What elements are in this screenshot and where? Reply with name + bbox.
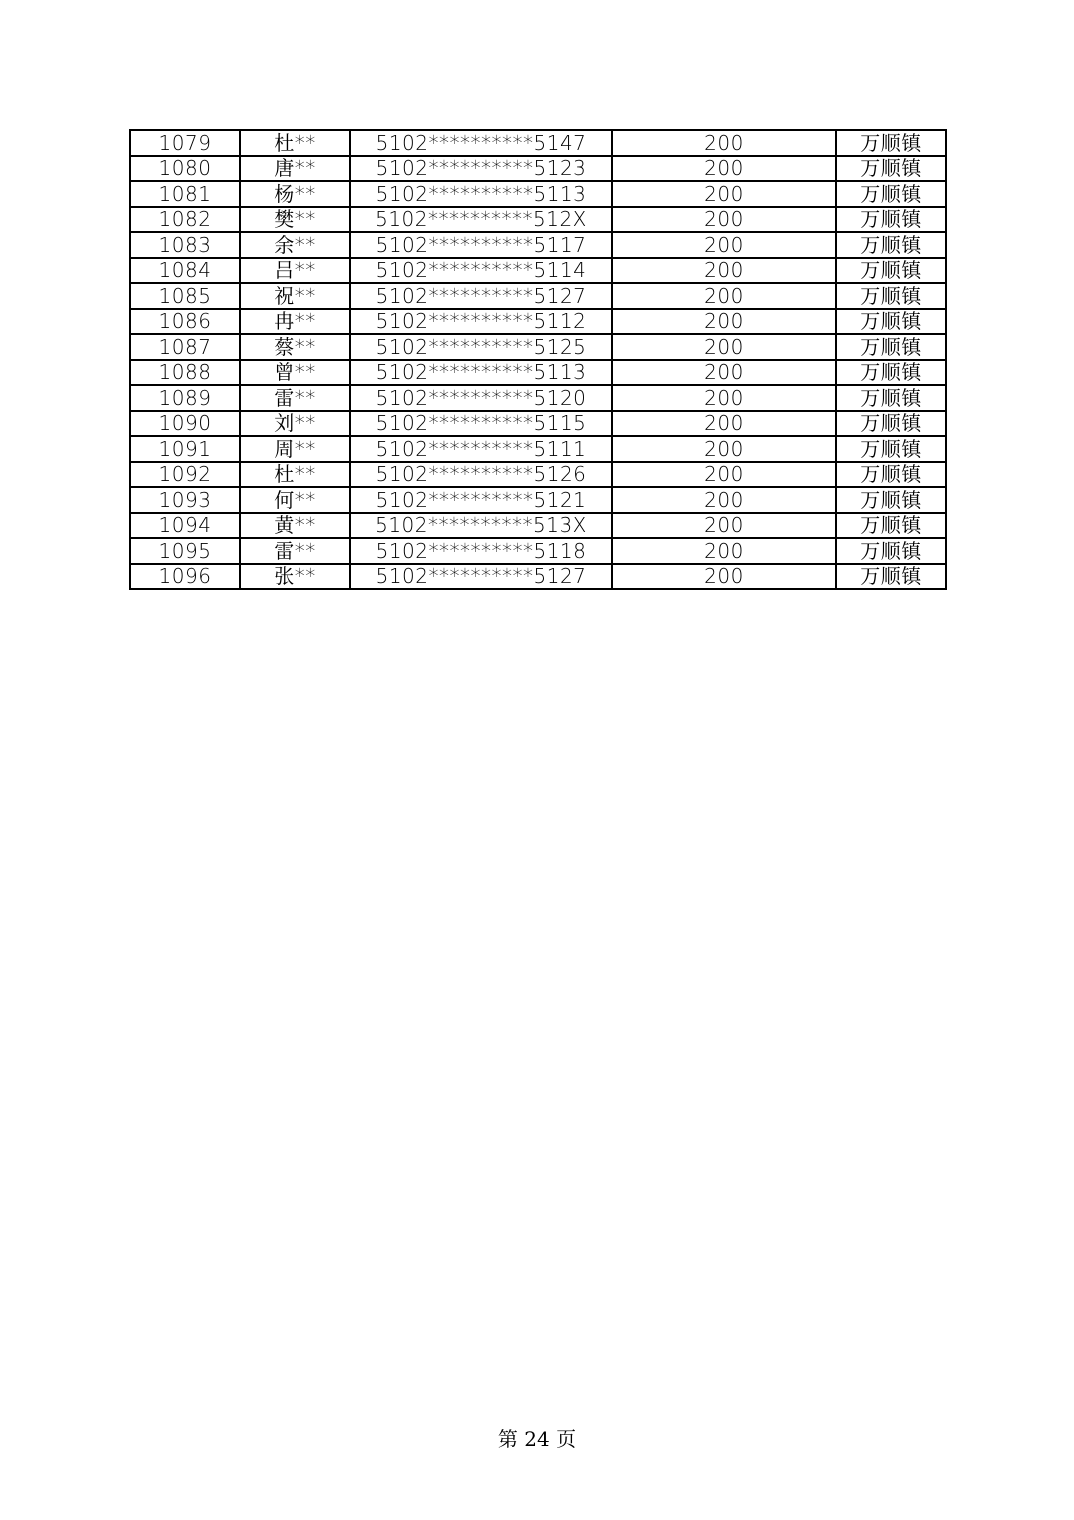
row-number-cell: 1081	[130, 181, 240, 207]
town-cell: 万顺镇	[836, 487, 946, 513]
town-cell: 万顺镇	[836, 309, 946, 335]
amount-cell: 200	[612, 462, 836, 488]
amount-cell: 200	[612, 385, 836, 411]
table-row	[130, 181, 946, 207]
town-cell: 万顺镇	[836, 156, 946, 182]
id-number-cell: 5102**********513X	[350, 513, 612, 539]
amount-cell: 200	[612, 181, 836, 207]
town-cell: 万顺镇	[836, 360, 946, 386]
id-number-cell: 5102**********5126	[350, 462, 612, 488]
row-number-cell: 1086	[130, 309, 240, 335]
town-cell: 万顺镇	[836, 462, 946, 488]
name-cell: 樊**	[240, 207, 350, 233]
table-row	[130, 538, 946, 564]
row-number-cell: 1096	[130, 564, 240, 590]
amount-cell: 200	[612, 360, 836, 386]
amount-cell: 200	[612, 487, 836, 513]
name-cell: 周**	[240, 436, 350, 462]
amount-cell: 200	[612, 207, 836, 233]
table-row	[130, 513, 946, 539]
name-cell: 杜**	[240, 462, 350, 488]
name-cell: 张**	[240, 564, 350, 590]
row-number-cell: 1091	[130, 436, 240, 462]
id-number-cell: 5102**********5112	[350, 309, 612, 335]
amount-cell: 200	[612, 564, 836, 590]
id-number-cell: 5102**********512X	[350, 207, 612, 233]
row-number-cell: 1079	[130, 130, 240, 156]
name-cell: 祝**	[240, 283, 350, 309]
table-row	[130, 207, 946, 233]
row-number-cell: 1090	[130, 411, 240, 437]
table-row	[130, 232, 946, 258]
name-cell: 杜**	[240, 130, 350, 156]
amount-cell: 200	[612, 258, 836, 284]
table-row	[130, 309, 946, 335]
name-cell: 吕**	[240, 258, 350, 284]
id-number-cell: 5102**********5125	[350, 334, 612, 360]
town-cell: 万顺镇	[836, 130, 946, 156]
id-number-cell: 5102**********5123	[350, 156, 612, 182]
town-cell: 万顺镇	[836, 513, 946, 539]
id-number-cell: 5102**********5120	[350, 385, 612, 411]
row-number-cell: 1080	[130, 156, 240, 182]
amount-cell: 200	[612, 411, 836, 437]
table-row	[130, 564, 946, 590]
table-row	[130, 487, 946, 513]
amount-cell: 200	[612, 513, 836, 539]
id-number-cell: 5102**********5121	[350, 487, 612, 513]
table-row	[130, 258, 946, 284]
town-cell: 万顺镇	[836, 436, 946, 462]
town-cell: 万顺镇	[836, 411, 946, 437]
town-cell: 万顺镇	[836, 232, 946, 258]
table-row	[130, 156, 946, 182]
town-cell: 万顺镇	[836, 207, 946, 233]
name-cell: 余**	[240, 232, 350, 258]
town-cell: 万顺镇	[836, 283, 946, 309]
name-cell: 黄**	[240, 513, 350, 539]
town-cell: 万顺镇	[836, 334, 946, 360]
id-number-cell: 5102**********5111	[350, 436, 612, 462]
id-number-cell: 5102**********5113	[350, 181, 612, 207]
name-cell: 冉**	[240, 309, 350, 335]
id-number-cell: 5102**********5127	[350, 564, 612, 590]
id-number-cell: 5102**********5117	[350, 232, 612, 258]
id-number-cell: 5102**********5115	[350, 411, 612, 437]
id-number-cell: 5102**********5147	[350, 130, 612, 156]
amount-cell: 200	[612, 130, 836, 156]
amount-cell: 200	[612, 156, 836, 182]
name-cell: 曾**	[240, 360, 350, 386]
table-row	[130, 462, 946, 488]
row-number-cell: 1094	[130, 513, 240, 539]
table-row	[130, 130, 946, 156]
name-cell: 刘**	[240, 411, 350, 437]
row-number-cell: 1084	[130, 258, 240, 284]
row-number-cell: 1087	[130, 334, 240, 360]
table-row	[130, 334, 946, 360]
town-cell: 万顺镇	[836, 258, 946, 284]
town-cell: 万顺镇	[836, 385, 946, 411]
name-cell: 杨**	[240, 181, 350, 207]
name-cell: 何**	[240, 487, 350, 513]
row-number-cell: 1093	[130, 487, 240, 513]
id-number-cell: 5102**********5113	[350, 360, 612, 386]
table-row	[130, 385, 946, 411]
name-cell: 雷**	[240, 385, 350, 411]
recipient-table	[129, 129, 947, 590]
row-number-cell: 1085	[130, 283, 240, 309]
page-number: 第 24 页	[497, 1427, 577, 1451]
row-number-cell: 1095	[130, 538, 240, 564]
row-number-cell: 1082	[130, 207, 240, 233]
id-number-cell: 5102**********5114	[350, 258, 612, 284]
name-cell: 雷**	[240, 538, 350, 564]
amount-cell: 200	[612, 232, 836, 258]
town-cell: 万顺镇	[836, 538, 946, 564]
table-row	[130, 436, 946, 462]
amount-cell: 200	[612, 538, 836, 564]
row-number-cell: 1088	[130, 360, 240, 386]
town-cell: 万顺镇	[836, 181, 946, 207]
id-number-cell: 5102**********5118	[350, 538, 612, 564]
amount-cell: 200	[612, 436, 836, 462]
row-number-cell: 1089	[130, 385, 240, 411]
row-number-cell: 1083	[130, 232, 240, 258]
name-cell: 唐**	[240, 156, 350, 182]
table-row	[130, 411, 946, 437]
name-cell: 蔡**	[240, 334, 350, 360]
id-number-cell: 5102**********5127	[350, 283, 612, 309]
town-cell: 万顺镇	[836, 564, 946, 590]
row-number-cell: 1092	[130, 462, 240, 488]
amount-cell: 200	[612, 283, 836, 309]
table-row	[130, 283, 946, 309]
table-row	[130, 360, 946, 386]
amount-cell: 200	[612, 309, 836, 335]
table-body	[130, 130, 946, 589]
amount-cell: 200	[612, 334, 836, 360]
